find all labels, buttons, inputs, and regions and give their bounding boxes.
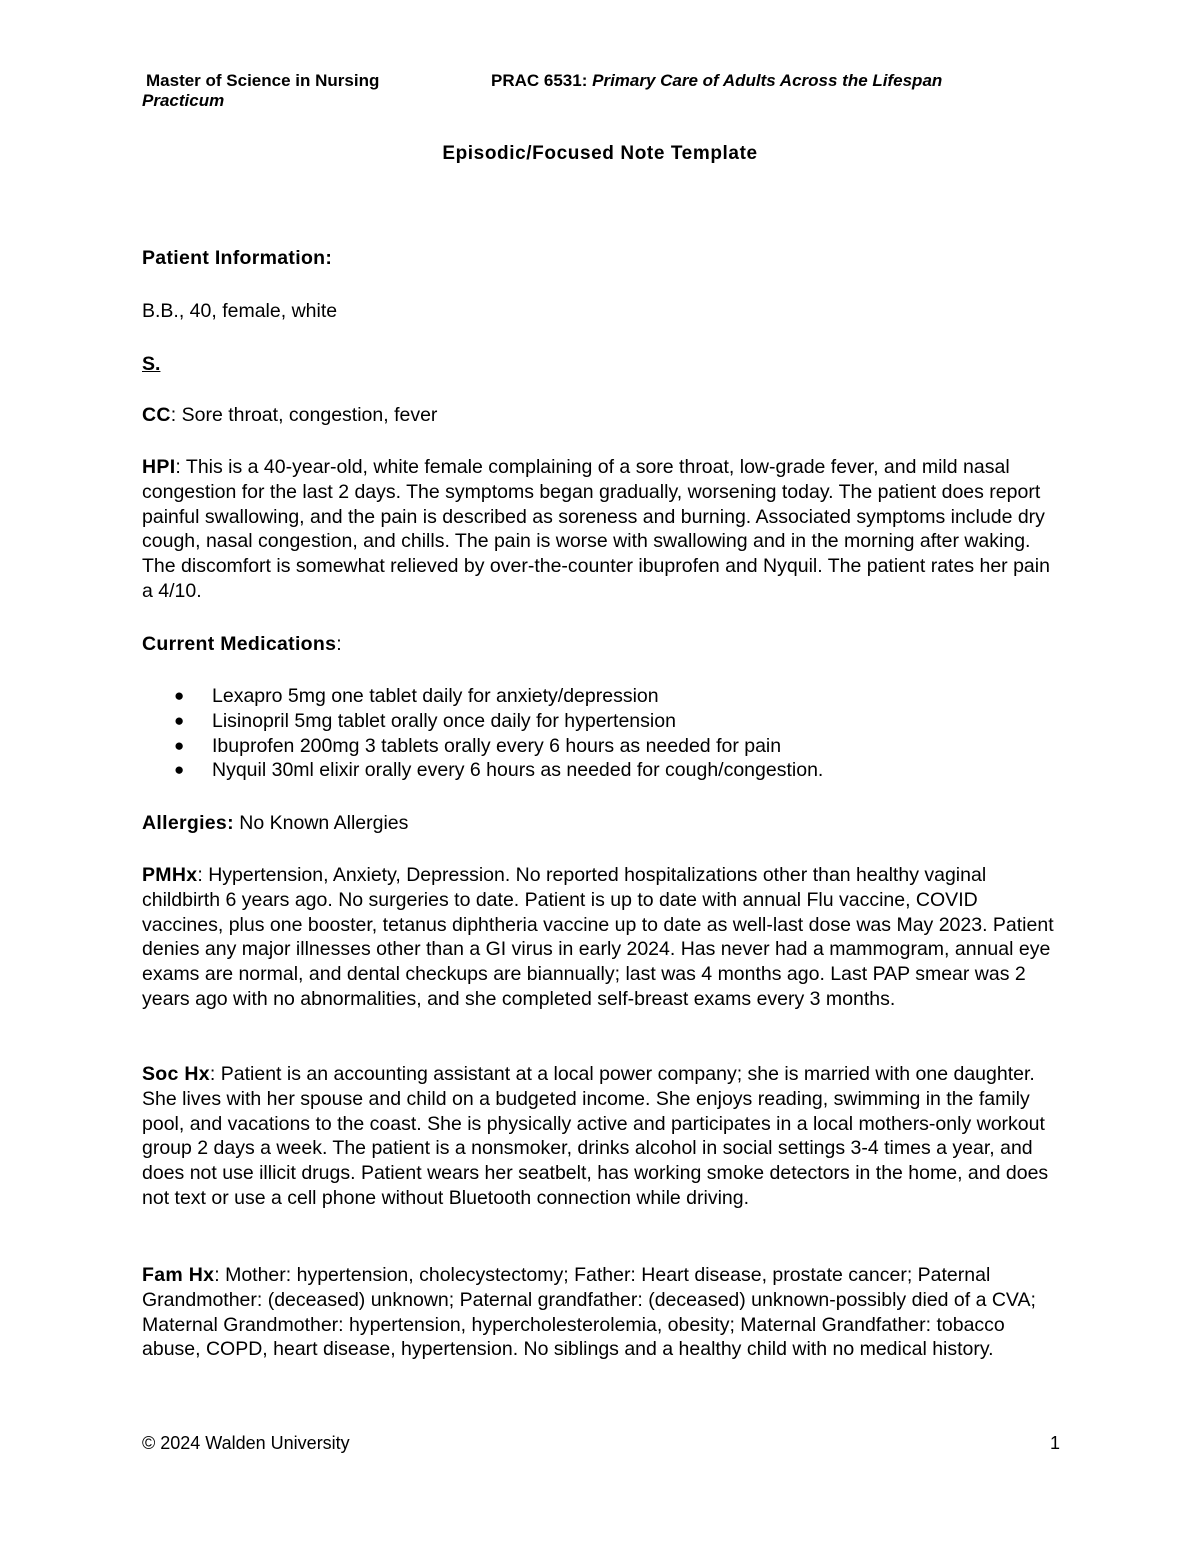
hpi-label: HPI [142,456,176,478]
hpi-section [142,455,1062,604]
sochx-section [142,1062,1062,1211]
medication-text: Ibuprofen 200mg 3 tablets orally every 6 hours as needed for pain [212,734,782,757]
allergies-text: No Known Allergies [233,812,409,834]
medication-text: Lexapro 5mg one tablet daily for anxiety/depression [212,685,659,707]
medication-text: Nyquil 30ml elixir orally every 6 hours as needed for cough/congestion. [212,759,824,782]
medications-suffix: : [336,633,342,655]
course-title: Primary Care of Adults Across the Lifespan [592,71,943,90]
allergies-section [142,811,1062,836]
bullet-icon: ● [174,686,185,705]
cc-text: : Sore throat, congestion, fever [170,404,438,426]
pmhx-label: PMHx [142,864,198,886]
subjective-heading [142,352,1062,377]
patient-info-label: Patient Information: [142,247,333,269]
document-title: Episodic/Focused Note Template [442,143,758,164]
header-course [491,71,942,91]
cc-label: CC [142,404,171,426]
sochx-text: : Patient is an accounting assistant at a local power company; she is married with one daughter. She lives with her spouse and child on a budgeted income. She enjoys reading, swimming in the family pool, and vacations to the coast. She is physically active and participates in a local mothers-only workout group 2 days a week. The patient is a nonsmoker, drinks alcohol in social settings 3-4 times a year, and does not use illicit drugs. Patient wears her seatbelt, has working smoke detectors in the home, and does not text or use a cell phone without Bluetooth connection while driving. [142,1063,1049,1209]
page-number: 1 [1049,1433,1060,1453]
famhx-text: : Mother: hypertension, cholecystectomy; Father: Heart disease, prostate cancer; Paternal Grandmother: (deceased) unknown; Paternal grandfather: (deceased) unknown-possibly died of a CVA; Maternal Grandmother: hypertension, hypercholesterolemia, obesity; Maternal Grandfather: tobacco abuse, COPD, heart disease, hypertension. No siblings and a healthy child with no medical history. [142,1264,1036,1361]
list-item [142,758,1042,783]
cc-section [142,403,1062,428]
bullet-icon: ● [174,760,185,780]
list-item [142,684,1042,709]
sochx-label: Soc Hx [142,1063,210,1085]
course-code: PRAC 6531: [491,71,588,90]
famhx-label: Fam Hx [142,1264,215,1286]
header-program [142,71,472,111]
pmhx-section [142,863,1062,1012]
medications-list [142,684,1042,783]
subjective-label: S. [142,353,161,375]
header-program-line2: Practicum [142,91,225,110]
footer-copyright: © 2024 Walden University [142,1433,350,1453]
pmhx-text: : Hypertension, Anxiety, Depression. No reported hospitalizations other than healthy vaginal childbirth 6 years ago. No surgeries to date. Patient is up to date with annual Flu vaccine, COVID vaccines, plus one booster, tetanus diphtheria vaccine up to date as well-last dose was May 2023. Patient denies any major illnesses other than a GI virus in early 2024. Has never had a mammogram, annual eye exams are normal, and dental checkups are biannually; last was 4 months ago. Last PAP smear was 2 years ago with no abnormalities, and she completed self-breast exams every 3 months. [142,864,1054,1010]
hpi-text: : This is a 40-year-old, white female complaining of a sore throat, low-grade fever, and mild nasal congestion for the last 2 days. The symptoms began gradually, worsening today. The patient does report painful swallowing, and the pain is described as soreness and burning. Associated symptoms include dry cough, nasal congestion, and chills. The pain is worse with swallowing and in the morning after waking. The discomfort is somewhat relieved by over-the-counter ibuprofen and Nyquil. The patient rates her pain a 4/10. [142,456,1050,602]
bullet-icon: ● [174,710,185,730]
medication-text: Lisinopril 5mg tablet orally once daily for hypertension [212,709,676,732]
header-program-line1: Master of Science in Nursing [146,71,380,90]
medications-heading [142,632,1062,657]
list-item [142,709,1042,734]
famhx-section [142,1263,1062,1362]
list-item [142,734,1042,759]
bullet-icon: ● [174,735,185,755]
allergies-label: Allergies: [142,812,234,834]
patient-info-value: B.B., 40, female, white [142,300,338,322]
medications-label: Current Medications [142,633,337,655]
patient-info-heading [142,246,1062,271]
